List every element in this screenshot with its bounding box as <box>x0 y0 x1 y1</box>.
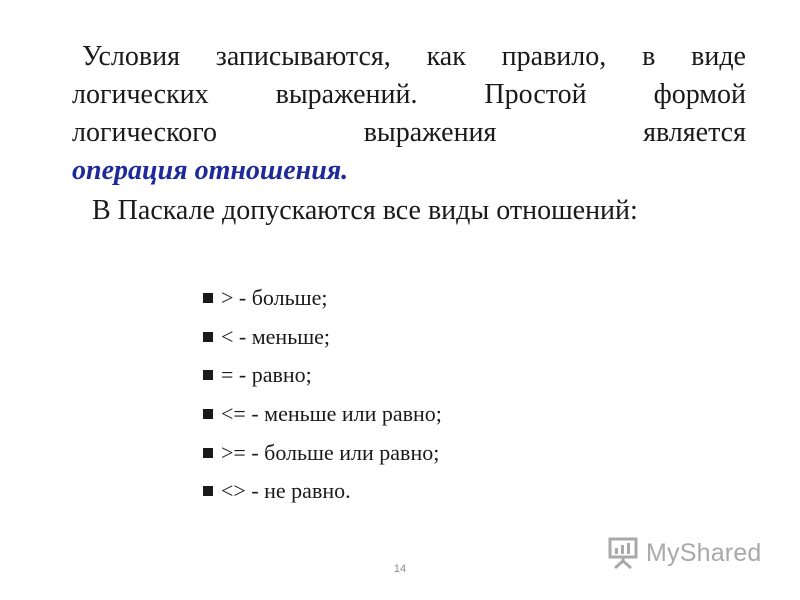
list-item <box>203 433 442 472</box>
highlighted-term: операция отношения. <box>72 155 349 186</box>
word: записываются, <box>215 41 391 72</box>
list-item-text: < - меньше; <box>221 323 331 349</box>
page-number: 14 <box>393 563 407 575</box>
list-item-text: <= - меньше или равно; <box>221 401 442 427</box>
word: правило, <box>501 41 607 72</box>
square-bullet-icon <box>203 293 213 303</box>
list-item <box>203 356 442 395</box>
main-paragraph <box>72 38 746 190</box>
word: выражения <box>363 117 497 148</box>
word: логического <box>72 117 218 148</box>
list-item-text: > - больше; <box>221 285 328 311</box>
word: логических <box>72 79 209 110</box>
intro-sentence: В Паскале допускаются все виды отношений: <box>92 195 638 226</box>
list-item <box>203 279 442 318</box>
square-bullet-icon <box>203 448 213 458</box>
word: виде <box>691 41 746 72</box>
list-item-text: <> - не равно. <box>221 478 351 504</box>
relations-list <box>203 279 442 511</box>
square-bullet-icon <box>203 486 213 496</box>
word: является <box>643 117 746 148</box>
list-item <box>203 318 442 357</box>
paragraph-line-2 <box>72 76 746 114</box>
paragraph-line-1 <box>72 38 746 76</box>
word: формой <box>653 79 746 110</box>
presentation-board-icon <box>606 536 640 570</box>
paragraph-line-3 <box>72 114 746 152</box>
list-item-text: = - равно; <box>221 362 312 388</box>
paragraph-line-4 <box>72 152 746 190</box>
word: Простой <box>484 79 587 110</box>
watermark-text: MyShared <box>646 538 762 567</box>
list-item <box>203 472 442 511</box>
word: Условия <box>82 41 180 72</box>
word: в <box>642 41 656 72</box>
list-item-text: >= - больше или равно; <box>221 439 440 465</box>
word: как <box>426 41 466 72</box>
watermark-logo <box>606 536 762 570</box>
square-bullet-icon <box>203 370 213 380</box>
list-item <box>203 395 442 434</box>
square-bullet-icon <box>203 332 213 342</box>
square-bullet-icon <box>203 409 213 419</box>
word: выражений. <box>275 79 418 110</box>
